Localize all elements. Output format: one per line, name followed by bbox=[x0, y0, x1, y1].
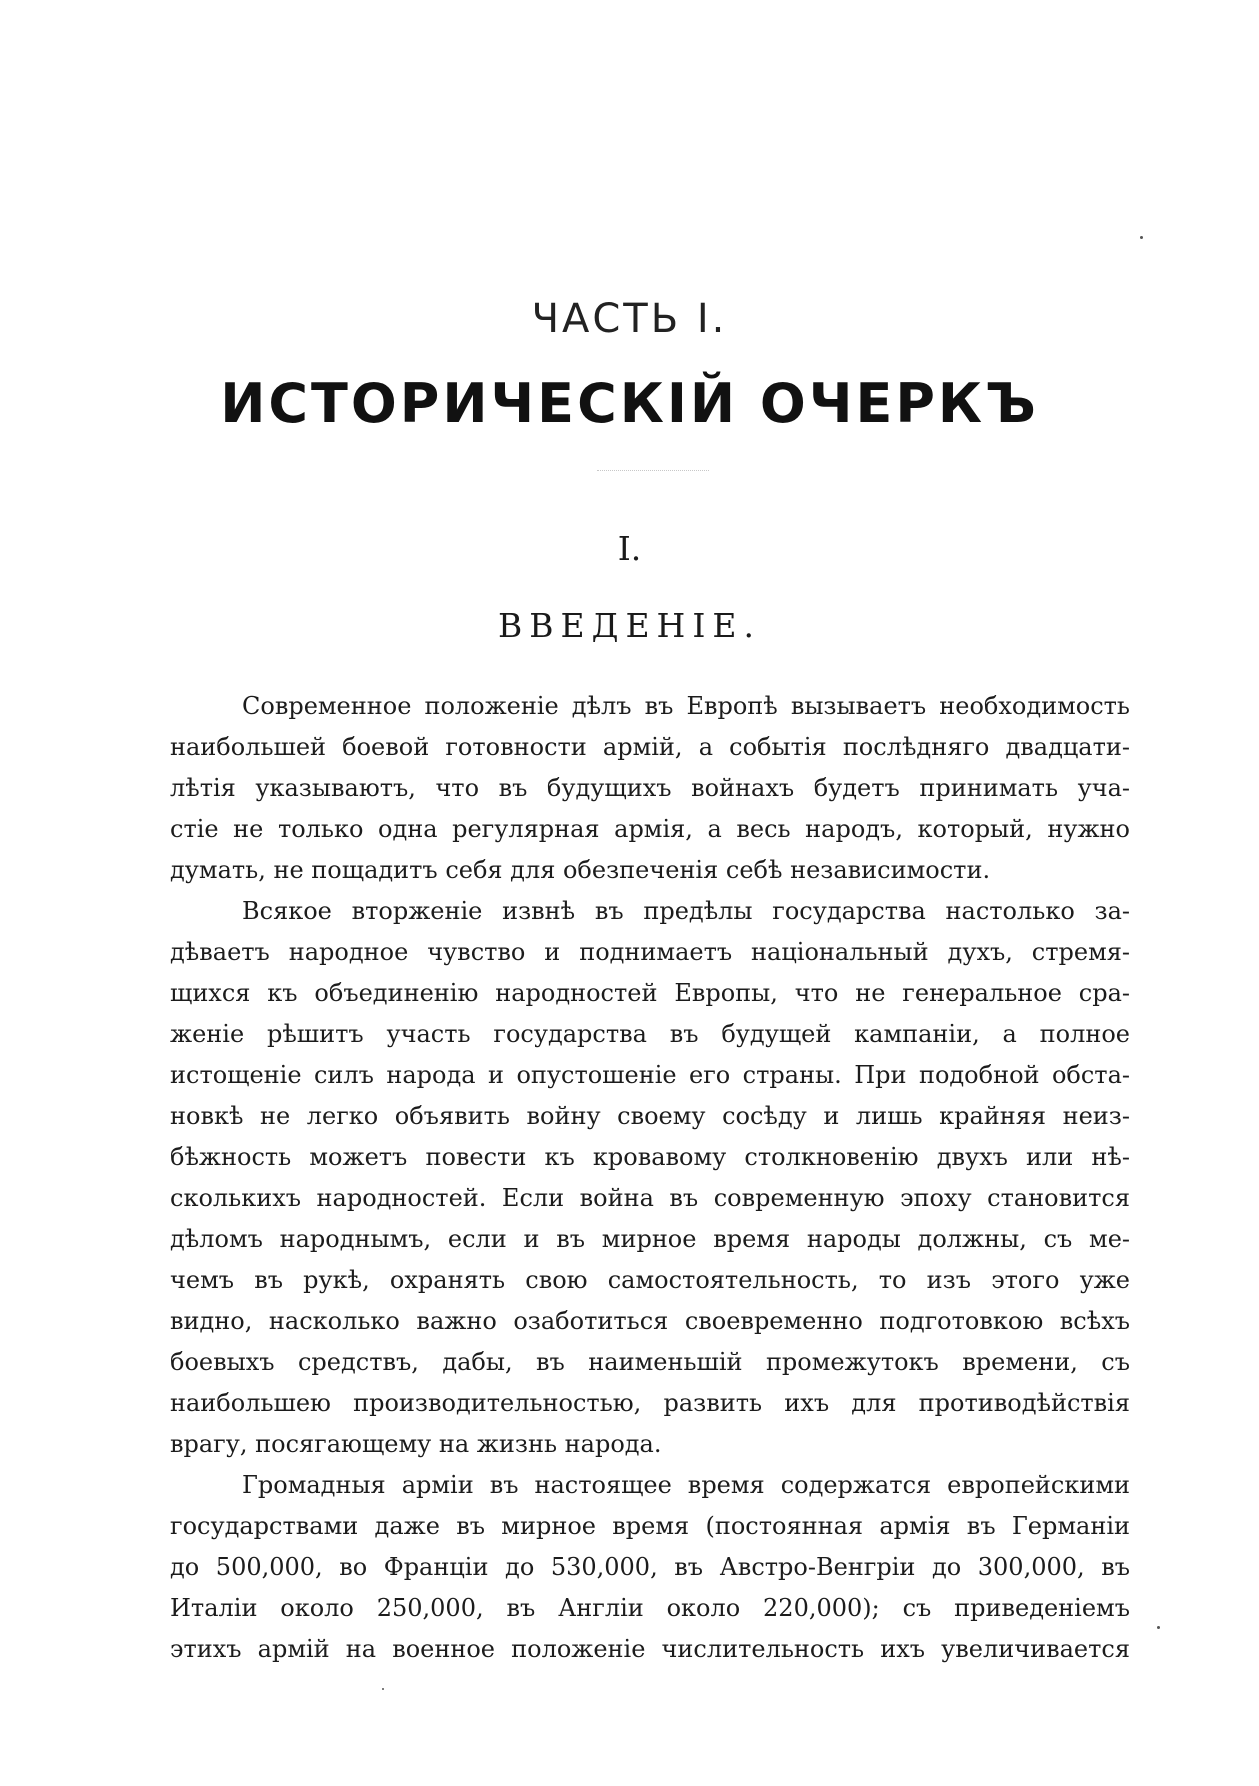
part-heading: ЧАСТЬ I. bbox=[531, 296, 728, 342]
text-line: боевыхъ средствъ, дабы, въ наименьшій промежутокъ времени, съ bbox=[170, 1348, 1130, 1376]
text-line: до 500,000, во Франціи до 530,000, въ Австро-Венгріи до 300,000, въ bbox=[170, 1553, 1130, 1581]
text-line: наибольшей боевой готовности армій, а событія послѣдняго двадцати- bbox=[170, 733, 1130, 761]
text-line: этихъ армій на военное положеніе числительность ихъ увеличивается bbox=[170, 1635, 1130, 1663]
scan-speck bbox=[1157, 1626, 1160, 1629]
section-number: I. bbox=[617, 529, 642, 568]
text-line: Современное положеніе дѣлъ въ Европѣ вызываетъ необходимость bbox=[242, 692, 1130, 720]
scan-speck bbox=[1140, 236, 1143, 239]
text-line: Всякое вторженіе извнѣ въ предѣлы государства настолько за- bbox=[242, 897, 1130, 925]
text-line: истощеніе силъ народа и опустошеніе его страны. При подобной обста- bbox=[170, 1061, 1130, 1089]
text-line: видно, насколько важно озаботиться своевременно подготовкою всѣхъ bbox=[170, 1307, 1130, 1335]
scan-speck bbox=[382, 1688, 384, 1690]
text-line: бѣжность можетъ повести къ кровавому столкновенію двухъ или нѣ- bbox=[170, 1143, 1130, 1171]
text-line: Громадныя арміи въ настоящее время содержатся европейскими bbox=[242, 1471, 1130, 1499]
text-line: стіе не только одна регулярная армія, а весь народъ, который, нужно bbox=[170, 815, 1130, 843]
body-text bbox=[170, 686, 1130, 1670]
text-line: государствами даже въ мирное время (постоянная армія въ Германіи bbox=[170, 1512, 1130, 1540]
text-line: лѣтія указываютъ, что въ будущихъ войнахъ будетъ принимать уча- bbox=[170, 774, 1130, 802]
text-line: наибольшею производительностью, развить ихъ для противодѣйствія bbox=[170, 1389, 1130, 1417]
text-line: сколькихъ народностей. Если война въ современную эпоху становится bbox=[170, 1184, 1130, 1212]
text-line: дѣваетъ народное чувство и поднимаетъ національный духъ, стремя- bbox=[170, 938, 1130, 966]
text-line: чемъ въ рукѣ, охранять свою самостоятельность, то изъ этого уже bbox=[170, 1266, 1130, 1294]
text-line: женіе рѣшитъ участь государства въ будущей кампаніи, а полное bbox=[170, 1020, 1130, 1048]
text-line: думать, не пощадитъ себя для обезпеченія себѣ независимости. bbox=[170, 856, 991, 884]
main-title: ИСТОРИЧЕСКІЙ ОЧЕРКЪ bbox=[220, 372, 1039, 435]
text-line: новкѣ не легко объявить войну своему сосѣду и лишь крайняя неиз- bbox=[170, 1102, 1130, 1130]
text-line: щихся къ объединенію народностей Европы, что не генеральное сра- bbox=[170, 979, 1130, 1007]
decorative-divider bbox=[597, 470, 709, 473]
text-line: врагу, посягающему на жизнь народа. bbox=[170, 1430, 662, 1458]
text-line: дѣломъ народнымъ, если и въ мирное время народы должны, съ ме- bbox=[170, 1225, 1130, 1253]
section-title: ВВЕДЕНІЕ. bbox=[498, 606, 761, 645]
text-line: Италіи около 250,000, въ Англіи около 220,000); съ приведеніемъ bbox=[170, 1594, 1130, 1622]
